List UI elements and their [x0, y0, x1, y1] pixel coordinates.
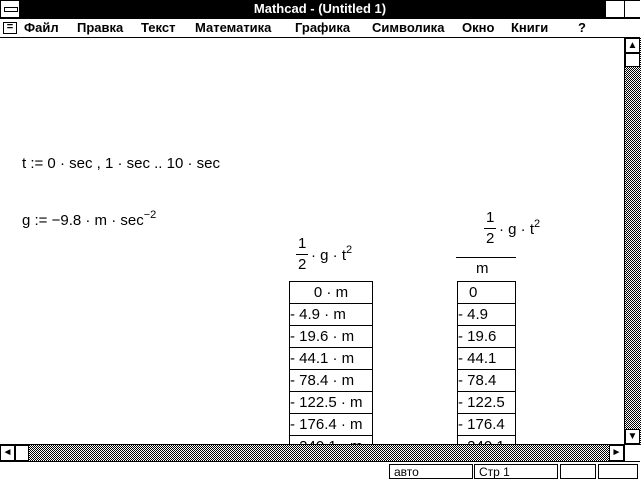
table-row: - 4.9 — [458, 304, 515, 326]
table-row: - 44.1 — [458, 348, 515, 370]
table-row: - 122.5 · m — [290, 392, 372, 414]
status-panel-empty-2 — [598, 464, 638, 479]
menu-books[interactable]: Книги — [511, 20, 549, 35]
range-definition[interactable]: t := 0 · sec , 1 · sec .. 10 · sec — [22, 155, 220, 172]
minimize-icon[interactable]: ▼ — [606, 1, 624, 17]
scroll-up-icon[interactable]: ▲ — [625, 38, 640, 53]
expr2-fraction-bar — [484, 228, 496, 229]
status-mode: авто — [389, 464, 473, 479]
table-row: - 19.6 · m — [290, 326, 372, 348]
expr1-denominator: 2 — [298, 256, 307, 273]
menu-bar — [0, 19, 640, 38]
result-table-unitless[interactable] — [457, 281, 516, 458]
menu-math[interactable]: Математика — [195, 20, 272, 35]
scrollbar-corner — [624, 444, 641, 461]
expr2-numerator: 1 — [486, 209, 495, 226]
menu-edit[interactable]: Правка — [77, 20, 124, 35]
table-row: - 4.9 · m — [290, 304, 372, 326]
title-bar — [0, 0, 640, 19]
expr1-tail — [311, 244, 353, 264]
expr2-tail-text: · g · t — [499, 221, 535, 238]
expr2-divisor: m — [476, 260, 489, 277]
menu-window[interactable]: Окно — [462, 20, 495, 35]
table-row: - 19.6 — [458, 326, 515, 348]
gravity-definition[interactable] — [22, 209, 157, 229]
table-row: 0 — [458, 282, 515, 304]
expr2-tail — [499, 218, 541, 238]
menu-graphics[interactable]: Графика — [295, 20, 351, 35]
table-row: - 78.4 · m — [290, 370, 372, 392]
menu-symbolic[interactable]: Символика — [372, 20, 445, 35]
gravity-definition-main: g := −9.8 · m · sec — [22, 212, 144, 229]
table-row: - 176.4 · m — [290, 414, 372, 436]
scroll-left-icon[interactable]: ◄ — [0, 445, 15, 461]
horizontal-scroll-thumb[interactable] — [15, 445, 29, 461]
expr2-exponent: 2 — [534, 218, 541, 230]
gravity-exponent: −2 — [143, 209, 157, 221]
document-control-menu-icon[interactable]: = — [3, 22, 17, 34]
vertical-scrollbar[interactable] — [624, 38, 641, 444]
status-bar — [0, 461, 640, 481]
horizontal-scrollbar[interactable] — [0, 444, 624, 461]
menu-help[interactable]: ? — [578, 20, 586, 35]
worksheet[interactable] — [0, 38, 624, 444]
expr2-denominator: 2 — [486, 230, 495, 247]
table-row: 0 · m — [290, 282, 372, 304]
table-row: - 78.4 — [458, 370, 515, 392]
vertical-scroll-thumb[interactable] — [625, 53, 640, 67]
maximize-icon[interactable]: ▲ — [625, 1, 640, 17]
expr1-numerator: 1 — [298, 235, 307, 252]
table-row: - 44.1 · m — [290, 348, 372, 370]
expr1-exponent: 2 — [346, 244, 353, 256]
expr2-division-bar — [456, 257, 516, 258]
expr1-fraction-bar — [296, 254, 308, 255]
window-title: Mathcad - (Untitled 1) — [253, 1, 387, 16]
status-page: Стр 1 — [474, 464, 558, 479]
scroll-right-icon[interactable]: ► — [609, 445, 624, 461]
result-table-meters[interactable] — [289, 281, 373, 458]
menu-text[interactable]: Текст — [141, 20, 176, 35]
status-panel-empty-1 — [560, 464, 596, 479]
expr1-tail-text: · g · t — [311, 247, 347, 264]
menu-file[interactable]: Файл — [24, 20, 59, 35]
scroll-down-icon[interactable]: ▼ — [625, 429, 640, 444]
table-row: - 122.5 — [458, 392, 515, 414]
table-row: - 176.4 — [458, 414, 515, 436]
